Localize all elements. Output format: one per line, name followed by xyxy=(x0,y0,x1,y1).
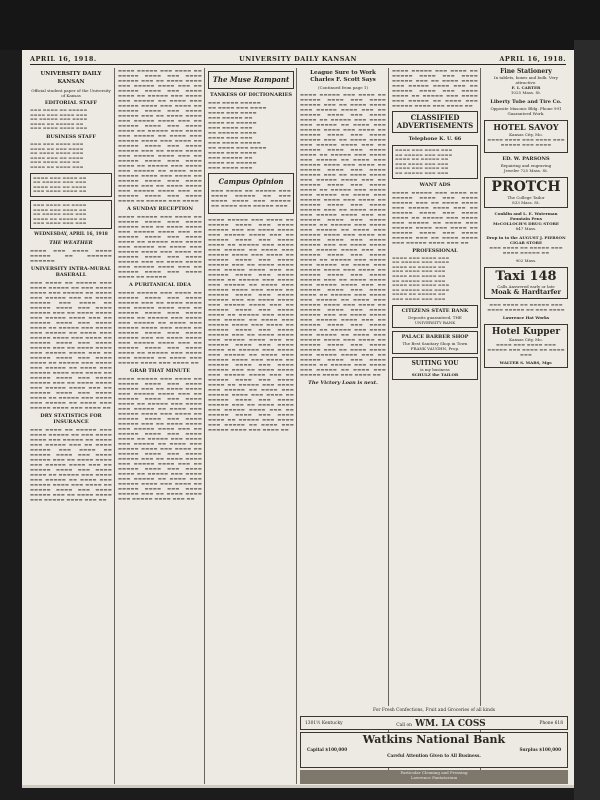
want-ads-heading: WANT ADS xyxy=(419,181,451,188)
la-coss-phone: Phone 618 xyxy=(539,721,563,726)
page-bottom-edge xyxy=(22,785,574,788)
sunday-reception-heading: A SUNDAY RECEPTION xyxy=(127,206,193,212)
league-heading: League Sure to Work Charles F. Scott Says xyxy=(310,70,376,83)
subscription-box: ▬▬▬▬ ▬▬▬ ▬▬▬▬ ▬▬ ▬▬ ▬▬▬▬▬ ▬▬▬ ▬▬▬ ▬▬▬▬ ▬▬▬ ▬▬ ▬▬▬▬ ▬▬▬ ▬▬▬▬ ▬▬▬▬ ▬▬ xyxy=(30,173,112,197)
la-coss-address: 1301½ Kentucky xyxy=(305,721,343,726)
palace-barber-ad xyxy=(392,331,478,354)
parsons-address: Jeweler 725 Mass. St. xyxy=(503,168,549,173)
stationery-ad xyxy=(484,68,568,95)
drug-store-name: McCOLLOCH'S DRUG STORE xyxy=(493,221,559,226)
parsons-ad xyxy=(484,156,568,173)
stationery-tagline: In tablets, boxes and bulk. Very attractive. xyxy=(494,75,558,85)
classified-telephone: Telephone K. U. 66 xyxy=(408,136,462,142)
page-masthead xyxy=(30,53,566,65)
pantatorium-heading: Particular Cleaning and Pressing xyxy=(400,770,468,775)
schulz-tailor-ad xyxy=(392,357,478,380)
column-rule xyxy=(388,68,389,784)
hotel-kupper-ad xyxy=(484,324,568,368)
hotel-kupper-manager: WALTER S. MARS, Mgr. xyxy=(499,360,553,365)
palace-barber-owner: FRANK VAUGHN, Prop. xyxy=(410,345,460,351)
protch-heading: PROTCH xyxy=(491,179,561,195)
hotel-savoy-text: ▬▬▬▬ ▬▬▬▬ ▬▬▬ ▬▬▬▬ ▬▬▬ ▬▬▬▬▬ ▬▬▬ ▬▬▬▬ xyxy=(487,137,565,147)
liberty-tube-heading: Liberty Tube and Tire Co. xyxy=(490,99,562,105)
grab-that-minute-article: ▬▬▬▬ ▬▬▬▬▬ ▬▬▬ ▬▬▬▬ ▬▬ ▬▬▬▬▬ ▬▬▬▬ ▬▬▬ ▬▬▬▬ ▬▬▬▬▬ ▬▬▬ ▬▬ ▬▬▬▬ ▬▬▬▬ ▬▬▬ ▬▬▬▬▬ ▬▬▬▬ ▬▬▬ ▬▬ ▬▬▬▬▬ ▬▬▬▬ ▬▬▬ ▬▬▬▬ ▬▬▬▬ ▬▬ ▬▬▬▬▬ ▬▬▬ ▬▬▬▬ ▬▬▬ ▬▬▬▬▬ ▬▬ ▬▬▬▬ ▬▬▬ ▬▬▬▬▬ ▬▬▬▬ ▬▬▬ ▬▬▬▬ ▬▬ ▬▬▬▬▬ ▬▬▬▬ ▬▬▬ ▬▬▬▬ ▬▬▬▬▬ ▬▬▬ ▬▬ ▬▬▬▬ ▬▬▬▬ ▬▬▬ ▬▬▬▬▬ ▬▬▬▬ ▬▬▬ ▬▬ ▬▬▬▬▬ ▬▬▬▬ ▬▬▬ ▬▬▬▬ ▬▬▬▬ ▬▬ ▬▬▬▬▬ ▬▬▬ ▬▬▬▬ ▬▬▬ ▬▬▬▬▬ ▬▬ ▬▬▬▬ ▬▬▬ ▬▬▬▬▬ ▬▬▬▬ ▬▬▬ ▬▬▬▬ ▬▬ ▬▬▬▬▬ ▬▬▬▬ ▬▬▬ ▬▬▬▬ ▬▬▬▬▬ ▬▬▬ ▬▬ ▬▬▬▬ ▬▬▬▬ ▬▬▬ ▬▬▬▬▬ ▬▬▬▬ ▬▬▬ ▬▬ ▬▬▬▬▬ ▬▬▬▬ ▬▬▬ ▬▬▬▬ ▬▬▬▬ ▬▬ ▬▬▬▬▬ ▬▬▬ ▬▬▬▬ ▬▬▬ ▬▬▬▬▬ ▬▬ ▬▬▬▬ ▬▬▬ ▬▬▬▬▬ ▬▬▬▬ ▬▬▬ ▬▬▬▬ ▬▬ ▬▬▬▬▬ ▬▬▬▬ ▬▬▬ ▬▬▬▬ ▬▬▬▬▬ ▬▬▬ ▬▬ ▬▬▬▬ ▬▬▬▬ ▬▬▬ ▬▬▬▬▬ ▬▬▬▬ ▬▬▬ ▬▬ xyxy=(118,376,202,501)
watkins-bank-ad xyxy=(300,732,568,768)
pantatorium-ad xyxy=(300,770,568,784)
stationery-heading: Fine Stationery xyxy=(500,68,552,75)
classified-rates: ▬▬▬▬ ▬▬▬ ▬▬▬▬ ▬▬▬ ▬▬ ▬▬▬▬▬ ▬▬▬ ▬▬▬▬ ▬▬▬▬ ▬▬ ▬▬▬▬▬ ▬▬ ▬▬▬ ▬▬▬▬ ▬▬▬ ▬▬▬ ▬▬▬▬ ▬▬▬ ▬▬▬▬ ▬▬ ▬▬ ▬▬▬▬▬ ▬▬▬ ▬▬▬ xyxy=(392,145,478,179)
citizens-bank-ad xyxy=(392,305,478,328)
column-rule xyxy=(114,68,115,784)
grab-that-minute-heading: GRAB THAT MINUTE xyxy=(129,368,191,374)
column-rule xyxy=(480,68,481,784)
citizens-bank-name: CITIZENS STATE BANK xyxy=(401,307,469,314)
column-rule xyxy=(296,68,297,784)
nameplate-subtitle: Official student paper of the University of Kansas xyxy=(31,88,111,98)
staff-list: ▬▬▬ ▬▬▬▬ ▬▬ ▬▬▬▬▬ ▬▬▬▬ ▬▬▬ ▬▬▬▬ ▬▬▬ ▬▬ ▬▬▬▬▬ ▬▬▬ ▬▬▬▬ ▬▬▬▬ ▬▬ ▬▬▬▬▬ ▬▬ ▬▬▬ ▬▬▬▬ ▬▬▬▬ ▬▬▬ xyxy=(30,107,88,131)
la-coss-call-on: Call on xyxy=(396,723,412,728)
masthead-date-right: APRIL 16, 1918. xyxy=(499,54,566,63)
weather-text: ▬▬▬▬ ▬▬▬ ▬▬▬▬ ▬▬▬▬ ▬▬▬▬▬ ▬▬ ▬▬▬▬▬▬ ▬▬▬▬▬▬ xyxy=(30,247,112,263)
newspaper-page xyxy=(22,50,574,788)
intramural-article: ▬▬▬ ▬▬▬▬ ▬▬ ▬▬▬▬▬ ▬▬▬ ▬▬▬▬ ▬▬▬▬▬ ▬▬ ▬▬▬ ▬▬▬▬ ▬▬▬▬ ▬▬▬ ▬▬▬▬▬ ▬▬ ▬▬▬▬ ▬▬▬ ▬▬▬▬▬ ▬▬▬ ▬▬ ▬▬▬▬ ▬▬▬▬▬ ▬▬▬ ▬▬▬▬ ▬▬ ▬▬▬▬▬ ▬▬▬▬ ▬▬▬ ▬▬▬▬ ▬▬▬▬▬ ▬▬▬ ▬▬ ▬▬▬▬ ▬▬▬▬ ▬▬▬ ▬▬▬▬▬ ▬▬▬▬ ▬▬▬ ▬▬ ▬▬▬▬▬ ▬▬▬▬ ▬▬▬ ▬▬▬▬ ▬▬▬▬ ▬▬ ▬▬▬▬▬ ▬▬▬ ▬▬▬▬ ▬▬▬ ▬▬▬▬▬ ▬▬ ▬▬▬▬ ▬▬▬ ▬▬▬▬▬ ▬▬▬▬ ▬▬▬ ▬▬▬▬ ▬▬ ▬▬▬▬▬ ▬▬▬▬ ▬▬▬ ▬▬▬▬ ▬▬▬▬▬ ▬▬▬ ▬▬ ▬▬▬▬ ▬▬▬▬ ▬▬▬ ▬▬▬▬▬ ▬▬▬▬ ▬▬▬ ▬▬ ▬▬▬▬▬ ▬▬▬▬ ▬▬▬ ▬▬▬▬ ▬▬▬▬ ▬▬ ▬▬▬▬▬ ▬▬▬ ▬▬▬▬ ▬▬▬ ▬▬▬▬▬ ▬▬ ▬▬▬▬ ▬▬▬ ▬▬▬▬▬ ▬▬▬▬ ▬▬▬ ▬▬▬▬ ▬▬ ▬▬▬▬▬ ▬▬▬▬ ▬▬▬ ▬▬▬▬ ▬▬▬▬▬ ▬▬▬ ▬▬ ▬▬▬▬ ▬▬▬▬ ▬▬▬ ▬▬▬▬▬ ▬▬▬▬ ▬▬▬ ▬▬ ▬▬▬▬▬ ▬▬▬▬ ▬▬▬ ▬▬▬▬ ▬▬▬▬ ▬▬ ▬▬▬▬▬ ▬▬▬ ▬▬▬▬ ▬▬▬ ▬▬▬▬▬ ▬▬ ▬▬▬▬ ▬▬▬ ▬▬▬▬▬ ▬▬▬▬ ▬▬▬ ▬▬▬▬ ▬▬ xyxy=(30,279,112,410)
hotel-kupper-heading: Hotel Kupper xyxy=(491,327,561,337)
scan-top-border xyxy=(0,0,600,50)
weather-heading: THE WEATHER xyxy=(49,239,93,246)
hotel-savoy-ad xyxy=(484,120,568,153)
liberty-tube-ad xyxy=(484,99,568,116)
hotel-kupper-text: ▬▬▬▬ ▬▬▬ ▬▬▬▬ ▬▬▬ ▬▬▬▬▬ ▬▬▬ ▬▬▬▬ ▬▬ ▬▬▬▬ ▬▬▬ xyxy=(487,342,565,357)
muse-rampant-heading: The Muse Rampant xyxy=(212,75,290,84)
fresh-confections-line: For Fresh Confections, Fruit and Groceries of all kinds xyxy=(300,706,568,716)
publication-notice: ▬▬▬ ▬▬▬▬ ▬▬ ▬▬▬▬ ▬▬▬▬ ▬▬▬ ▬▬▬▬ ▬▬ ▬▬ ▬▬▬▬▬ ▬▬▬ ▬▬▬ ▬▬▬▬ ▬▬ ▬▬▬▬▬ ▬▬ ▬▬▬ ▬▬▬▬ ▬▬▬ ▬▬▬ xyxy=(30,200,112,229)
dictionaries-verse: ▬▬▬ ▬▬▬▬ ▬▬▬▬▬ ▬▬ ▬▬▬▬ ▬▬▬ ▬▬▬▬ ▬▬▬▬ ▬▬▬ ▬▬▬▬ ▬▬▬ ▬▬▬▬▬ ▬▬ ▬▬▬▬ ▬▬ ▬▬▬▬▬ ▬▬▬ ▬▬▬▬ ▬▬▬ ▬▬ ▬▬▬▬▬ ▬▬▬▬ ▬▬▬▬ ▬▬▬ ▬▬▬ ▬▬▬ ▬▬▬▬ ▬▬▬▬▬ ▬▬ ▬▬▬▬ ▬▬▬ ▬▬▬▬ ▬▬▬▬ ▬▬▬ ▬▬▬▬ ▬▬▬ ▬▬▬▬▬ ▬▬ ▬▬▬▬ ▬▬ ▬▬▬▬▬ ▬▬▬ ▬▬▬▬ ▬▬▬ xyxy=(208,100,267,170)
lawrence-hat-text: ▬▬▬ ▬▬▬▬ ▬▬ ▬▬▬▬▬ ▬▬▬ ▬▬▬▬ ▬▬▬▬▬ ▬▬ ▬▬▬ ▬▬▬▬ xyxy=(487,302,565,312)
protch-tagline: The College Tailor xyxy=(507,195,545,200)
dry-statistics-heading: DRY STATISTICS FOR INSURANCE xyxy=(40,412,102,425)
pens-ad xyxy=(484,211,568,231)
lawrence-hat-name: Lawrence Hat Works xyxy=(502,315,550,320)
watkins-tagline: Careful Attention Given to All Business. xyxy=(387,753,481,758)
business-staff-list: ▬▬▬ ▬▬▬ ▬▬▬▬ ▬▬▬ ▬▬▬▬ ▬▬ ▬▬▬ ▬▬▬▬ ▬▬ ▬▬▬▬ ▬▬▬▬ ▬▬▬ ▬▬▬▬ ▬▬▬ ▬▬ ▬▬▬▬ ▬▬▬ ▬▬▬▬ ▬▬▬ ▬▬ ▬▬▬▬ ▬▬ ▬▬▬▬ ▬▬▬ xyxy=(30,140,84,169)
intramural-heading: UNIVERSITY INTRA-MURAL BASEBALL xyxy=(30,265,112,278)
pierson-cigar-ad xyxy=(484,235,568,263)
la-coss-name: WM. LA COSS xyxy=(415,719,486,729)
league-article: ▬▬▬▬ ▬▬▬▬▬ ▬▬▬ ▬▬▬▬ ▬▬ ▬▬▬▬▬ ▬▬▬▬ ▬▬▬ ▬▬▬▬ ▬▬▬▬▬ ▬▬▬ ▬▬ ▬▬▬▬ ▬▬▬▬ ▬▬▬ ▬▬▬▬▬ ▬▬▬▬ ▬▬▬ ▬▬ ▬▬▬▬▬ ▬▬▬▬ ▬▬▬ ▬▬▬▬ ▬▬▬▬ ▬▬ ▬▬▬▬▬ ▬▬▬ ▬▬▬▬ ▬▬▬ ▬▬▬▬▬ ▬▬ ▬▬▬▬ ▬▬▬ ▬▬▬▬▬ ▬▬▬▬ ▬▬▬ ▬▬▬▬ ▬▬ ▬▬▬▬▬ ▬▬▬▬ ▬▬▬ ▬▬▬▬ ▬▬▬▬▬ ▬▬▬ ▬▬ ▬▬▬▬ ▬▬▬▬ ▬▬▬ ▬▬▬▬▬ ▬▬▬▬ ▬▬▬ ▬▬ ▬▬▬▬▬ ▬▬▬▬ ▬▬▬ ▬▬▬▬ ▬▬▬▬ ▬▬ ▬▬▬▬▬ ▬▬▬ ▬▬▬▬ ▬▬▬ ▬▬▬▬▬ ▬▬ ▬▬▬▬ ▬▬▬ ▬▬▬▬▬ ▬▬▬▬ ▬▬▬ ▬▬▬▬ ▬▬ ▬▬▬▬▬ ▬▬▬▬ ▬▬▬ ▬▬▬▬ ▬▬▬▬▬ ▬▬▬ ▬▬ ▬▬▬▬ ▬▬▬▬ ▬▬▬ ▬▬▬▬▬ ▬▬▬▬ ▬▬▬ ▬▬ ▬▬▬▬▬ ▬▬▬▬ ▬▬▬ ▬▬▬▬ ▬▬▬▬ ▬▬ ▬▬▬▬▬ ▬▬▬ ▬▬▬▬ ▬▬▬ ▬▬▬▬▬ ▬▬ ▬▬▬▬ ▬▬▬ ▬▬▬▬▬ ▬▬▬▬ ▬▬▬ ▬▬▬▬ ▬▬ ▬▬▬▬▬ ▬▬▬▬ ▬▬▬ ▬▬▬▬ ▬▬▬▬▬ ▬▬▬ ▬▬ ▬▬▬▬ ▬▬▬▬ ▬▬▬ ▬▬▬▬▬ ▬▬▬▬ ▬▬▬ ▬▬ ▬▬▬▬▬ ▬▬▬▬ ▬▬▬ ▬▬▬▬ ▬▬▬▬ ▬▬ ▬▬▬▬▬ ▬▬▬ ▬▬▬▬ ▬▬▬ ▬▬▬▬▬ ▬▬ ▬▬▬▬ ▬▬▬ ▬▬▬▬▬ ▬▬▬▬ ▬▬▬ ▬▬▬▬ ▬▬ ▬▬▬▬▬ ▬▬▬▬ ▬▬▬ ▬▬▬▬ ▬▬▬▬▬ ▬▬▬ ▬▬ ▬▬▬▬ ▬▬▬▬ ▬▬▬ ▬▬▬▬▬ ▬▬▬▬ ▬▬▬ ▬▬ ▬▬▬▬▬ ▬▬▬▬ ▬▬▬ ▬▬▬▬ ▬▬▬▬ ▬▬ ▬▬▬▬▬ ▬▬▬ ▬▬▬▬ ▬▬▬ ▬▬▬▬▬ ▬▬ ▬▬▬▬ ▬▬▬ ▬▬▬▬▬ ▬▬▬▬ ▬▬▬ ▬▬▬▬ ▬▬ ▬▬▬▬▬ ▬▬▬▬ ▬▬▬ ▬▬▬▬ ▬▬▬▬▬ ▬▬▬ ▬▬ ▬▬▬▬ ▬▬▬▬ ▬▬▬ ▬▬▬▬▬ ▬▬▬▬ ▬▬▬ ▬▬ ▬▬▬▬▬ ▬▬▬▬ ▬▬▬ ▬▬▬▬ ▬▬▬▬ ▬▬ ▬▬▬▬▬ ▬▬▬ ▬▬▬▬ ▬▬▬ ▬▬▬▬▬ ▬▬ ▬▬▬▬ ▬▬▬ ▬▬▬▬▬ ▬▬▬▬ ▬▬▬ ▬▬▬▬ ▬▬ ▬▬▬▬▬ ▬▬▬▬ ▬▬▬ ▬▬▬▬ ▬▬▬▬▬ ▬▬▬ ▬▬ ▬▬▬▬ ▬▬▬▬ ▬▬▬ ▬▬▬▬▬ ▬▬▬▬ ▬▬▬ ▬▬ ▬▬▬▬▬ ▬▬▬▬ ▬▬▬ ▬▬▬▬ ▬▬▬▬ ▬▬ ▬▬▬▬▬ ▬▬▬ ▬▬▬▬ ▬▬▬ ▬▬▬▬▬ ▬▬ ▬▬▬▬ ▬▬▬ ▬▬▬▬▬ ▬▬▬▬ ▬▬▬ ▬▬▬▬ ▬▬ ▬▬▬▬▬ ▬▬▬▬ ▬▬▬ ▬▬▬▬ ▬▬▬▬▬ ▬▬▬ ▬▬ ▬▬▬▬ ▬▬▬▬ ▬▬▬ ▬▬▬▬▬ ▬▬▬▬ ▬▬▬ ▬▬ ▬▬▬▬▬ ▬▬▬▬ ▬▬▬ ▬▬▬▬ ▬▬▬▬ ▬▬ ▬▬▬▬▬ ▬▬▬ ▬▬▬▬ ▬▬▬ ▬▬▬▬▬ ▬▬ ▬▬▬▬ ▬▬▬ ▬▬▬▬▬ ▬▬▬▬ ▬▬▬ ▬▬▬▬ ▬▬ xyxy=(300,92,386,378)
classified-heading: CLASSIFIED ADVERTISEMENTS xyxy=(392,111,478,133)
parsons-name: ED. W. PARSONS xyxy=(502,156,550,162)
column-editorials-2 xyxy=(118,68,202,784)
editorial-article: ▬▬▬▬ ▬▬▬▬▬ ▬▬▬ ▬▬▬▬ ▬▬ ▬▬▬▬▬ ▬▬▬▬ ▬▬▬ ▬▬▬▬ ▬▬▬▬▬ ▬▬▬ ▬▬ ▬▬▬▬ ▬▬▬▬ ▬▬▬ ▬▬▬▬▬ ▬▬▬▬ ▬▬▬ ▬▬ ▬▬▬▬▬ ▬▬▬▬ ▬▬▬ ▬▬▬▬ ▬▬▬▬ ▬▬ ▬▬▬▬▬ ▬▬▬ ▬▬▬▬ ▬▬▬ ▬▬▬▬▬ ▬▬ ▬▬▬▬ ▬▬▬ ▬▬▬▬▬ ▬▬▬▬ ▬▬▬ ▬▬▬▬ ▬▬ ▬▬▬▬▬ ▬▬▬▬ ▬▬▬ ▬▬▬▬ ▬▬▬▬▬ ▬▬▬ ▬▬ ▬▬▬▬ ▬▬▬▬ ▬▬▬ ▬▬▬▬▬ ▬▬▬▬ ▬▬▬ ▬▬ ▬▬▬▬▬ ▬▬▬▬ ▬▬▬ ▬▬▬▬ ▬▬▬▬ ▬▬ ▬▬▬▬▬ ▬▬▬ ▬▬▬▬ ▬▬▬ ▬▬▬▬▬ ▬▬ ▬▬▬▬ ▬▬▬ ▬▬▬▬▬ ▬▬▬▬ ▬▬▬ ▬▬▬▬ ▬▬ ▬▬▬▬▬ ▬▬▬▬ ▬▬▬ ▬▬▬▬ ▬▬▬▬▬ ▬▬▬ ▬▬ ▬▬▬▬ ▬▬▬▬ ▬▬▬ ▬▬▬▬▬ ▬▬▬▬ ▬▬▬ ▬▬ ▬▬▬▬▬ ▬▬▬▬ ▬▬▬ ▬▬▬▬ ▬▬▬▬ ▬▬ ▬▬▬▬▬ ▬▬▬ ▬▬▬▬ ▬▬▬ ▬▬▬▬▬ ▬▬ ▬▬▬▬ ▬▬▬ ▬▬▬▬▬ ▬▬▬▬ ▬▬▬ ▬▬▬▬ ▬▬ ▬▬▬▬▬ ▬▬▬▬ ▬▬▬ ▬▬▬▬ ▬▬▬▬▬ ▬▬▬ ▬▬ ▬▬▬▬ ▬▬▬▬ ▬▬▬ ▬▬▬▬▬ ▬▬▬▬ ▬▬▬ ▬▬ ▬▬▬▬▬ ▬▬▬▬ ▬▬▬ ▬▬▬▬ ▬▬▬▬ ▬▬ ▬▬▬▬▬ ▬▬▬ ▬▬▬▬ xyxy=(118,68,202,203)
hotel-savoy-location: Kansas City, Mo. xyxy=(509,132,543,137)
campus-opinion-note: ▬▬▬ ▬▬▬▬ ▬▬ ▬▬▬▬▬ ▬▬▬ ▬▬▬▬ ▬▬▬▬▬ ▬▬ ▬▬▬ ▬▬▬▬ ▬▬▬▬ ▬▬▬ ▬▬▬▬▬ ▬▬ ▬▬▬▬ ▬▬▬ ▬▬▬▬▬ ▬▬▬ xyxy=(211,188,291,208)
campus-opinion-letters: ▬▬▬▬ ▬▬▬▬▬ ▬▬▬ ▬▬▬▬ ▬▬ ▬▬▬▬▬ ▬▬▬▬ ▬▬▬ ▬▬▬▬ ▬▬▬▬▬ ▬▬▬ ▬▬ ▬▬▬▬ ▬▬▬▬ ▬▬▬ ▬▬▬▬▬ ▬▬▬▬ ▬▬▬ ▬▬ ▬▬▬▬▬ ▬▬▬▬ ▬▬▬ ▬▬▬▬ ▬▬▬▬ ▬▬ ▬▬▬▬▬ ▬▬▬ ▬▬▬▬ ▬▬▬ ▬▬▬▬▬ ▬▬ ▬▬▬▬ ▬▬▬ ▬▬▬▬▬ ▬▬▬▬ ▬▬▬ ▬▬▬▬ ▬▬ ▬▬▬▬▬ ▬▬▬▬ ▬▬▬ ▬▬▬▬ ▬▬▬▬▬ ▬▬▬ ▬▬ ▬▬▬▬ ▬▬▬▬ ▬▬▬ ▬▬▬▬▬ ▬▬▬▬ ▬▬▬ ▬▬ ▬▬▬▬▬ ▬▬▬▬ ▬▬▬ ▬▬▬▬ ▬▬▬▬ ▬▬ ▬▬▬▬▬ ▬▬▬ ▬▬▬▬ ▬▬▬ ▬▬▬▬▬ ▬▬ ▬▬▬▬ ▬▬▬ ▬▬▬▬▬ ▬▬▬▬ ▬▬▬ ▬▬▬▬ ▬▬ ▬▬▬▬▬ ▬▬▬▬ ▬▬▬ ▬▬▬▬ ▬▬▬▬▬ ▬▬▬ ▬▬ ▬▬▬▬ ▬▬▬▬ ▬▬▬ ▬▬▬▬▬ ▬▬▬▬ ▬▬▬ ▬▬ ▬▬▬▬▬ ▬▬▬▬ ▬▬▬ ▬▬▬▬ ▬▬▬▬ ▬▬ ▬▬▬▬▬ ▬▬▬ ▬▬▬▬ ▬▬▬ ▬▬▬▬▬ ▬▬ ▬▬▬▬ ▬▬▬ ▬▬▬▬▬ ▬▬▬▬ ▬▬▬ ▬▬▬▬ ▬▬ ▬▬▬▬▬ ▬▬▬▬ ▬▬▬ ▬▬▬▬ ▬▬▬▬▬ ▬▬▬ ▬▬ ▬▬▬▬ ▬▬▬▬ ▬▬▬ ▬▬▬▬▬ ▬▬▬▬ ▬▬▬ ▬▬ ▬▬▬▬▬ ▬▬▬▬ ▬▬▬ ▬▬▬▬ ▬▬▬▬ ▬▬ ▬▬▬▬▬ ▬▬▬ ▬▬▬▬ ▬▬▬ ▬▬▬▬▬ ▬▬ ▬▬▬▬ ▬▬▬ ▬▬▬▬▬ ▬▬▬▬ ▬▬▬ ▬▬▬▬ ▬▬ ▬▬▬▬▬ ▬▬▬▬ ▬▬▬ ▬▬▬▬ ▬▬▬▬▬ ▬▬▬ ▬▬ ▬▬▬▬ ▬▬▬▬ ▬▬▬ ▬▬▬▬▬ ▬▬▬▬ ▬▬▬ ▬▬ ▬▬▬▬▬ ▬▬▬▬ ▬▬▬ ▬▬▬▬ ▬▬▬▬ ▬▬ ▬▬▬▬▬ ▬▬▬ ▬▬▬▬ ▬▬▬ ▬▬▬▬▬ ▬▬ ▬▬▬▬ ▬▬▬ ▬▬▬▬▬ ▬▬▬▬ ▬▬▬ ▬▬▬▬ ▬▬ ▬▬▬▬▬ ▬▬▬▬ ▬▬▬ ▬▬▬▬ ▬▬▬▬▬ ▬▬▬ ▬▬ ▬▬▬▬ ▬▬▬▬ ▬▬▬ ▬▬▬▬▬ ▬▬▬▬ ▬▬▬ ▬▬ ▬▬▬▬▬ ▬▬▬▬ ▬▬▬ ▬▬▬▬ ▬▬▬▬ ▬▬ ▬▬▬▬▬ ▬▬▬ ▬▬▬▬ ▬▬▬ ▬▬▬▬▬ ▬▬ ▬▬▬▬ ▬▬▬ ▬▬▬▬▬ ▬▬▬▬ ▬▬▬ ▬▬▬▬ ▬▬ xyxy=(208,217,294,432)
liberty-tube-address: Opposite Masonic Bldg. Phone 991 xyxy=(490,106,562,111)
liberty-tube-tagline: Guaranteed Work. xyxy=(507,111,545,116)
muse-rampant-box xyxy=(208,71,294,89)
dictionaries-heading: TANKESS OF DICTIONARIES xyxy=(210,92,292,98)
lawrence-hat-ad xyxy=(484,302,568,320)
taxi-tagline: Calls Answered early or late xyxy=(497,284,555,289)
dry-statistics-article: ▬▬▬ ▬▬▬▬ ▬▬ ▬▬▬▬▬ ▬▬▬ ▬▬▬▬ ▬▬▬▬▬ ▬▬ ▬▬▬ ▬▬▬▬ ▬▬▬▬ ▬▬▬ ▬▬▬▬▬ ▬▬ ▬▬▬▬ ▬▬▬ ▬▬▬▬▬ ▬▬▬ ▬▬ ▬▬▬▬ ▬▬▬▬▬ ▬▬▬ ▬▬▬▬ ▬▬ ▬▬▬▬▬ ▬▬▬▬ ▬▬▬ ▬▬▬▬ ▬▬▬▬▬ ▬▬▬ ▬▬ ▬▬▬▬ ▬▬▬▬ ▬▬▬ ▬▬▬▬▬ ▬▬▬▬ ▬▬▬ ▬▬ ▬▬▬▬▬ ▬▬▬▬ ▬▬▬ ▬▬▬▬ ▬▬▬▬ ▬▬ ▬▬▬▬▬ ▬▬▬ ▬▬▬▬ ▬▬▬ ▬▬▬▬▬ ▬▬ ▬▬▬▬ ▬▬▬ ▬▬▬▬▬ ▬▬▬▬ ▬▬▬ ▬▬▬▬ ▬▬ ▬▬▬▬▬ ▬▬▬▬ ▬▬▬ ▬▬▬▬ ▬▬▬▬▬ ▬▬▬ ▬▬ ▬▬▬▬ ▬▬▬▬ ▬▬▬ ▬▬▬▬▬ ▬▬▬▬ ▬▬▬ ▬▬ xyxy=(30,426,112,502)
parsons-tagline: Repairing and engraving xyxy=(500,163,552,168)
pantatorium-name: Lawrence Pantatorium xyxy=(410,775,458,780)
column-ads xyxy=(484,68,568,784)
protch-address: 833 Mass. St. xyxy=(512,200,540,205)
column-editorial xyxy=(30,68,112,784)
professional-heading: PROFESSIONAL xyxy=(412,247,458,254)
masthead-date-left: APRIL 16, 1918. xyxy=(30,54,97,63)
column-league-article xyxy=(300,68,386,784)
hotel-kupper-location: Kansas City, Mo. xyxy=(509,337,543,342)
carter-address: 1025 Mass. St. xyxy=(510,90,542,95)
sunday-reception-article: ▬▬▬▬ ▬▬▬▬▬ ▬▬▬ ▬▬▬▬ ▬▬ ▬▬▬▬▬ ▬▬▬▬ ▬▬▬ ▬▬▬▬ ▬▬▬▬▬ ▬▬▬ ▬▬ ▬▬▬▬ ▬▬▬▬ ▬▬▬ ▬▬▬▬▬ ▬▬▬▬ ▬▬▬ ▬▬ ▬▬▬▬▬ ▬▬▬▬ ▬▬▬ ▬▬▬▬ ▬▬▬▬ ▬▬ ▬▬▬▬▬ ▬▬▬ ▬▬▬▬ ▬▬▬ ▬▬▬▬▬ ▬▬ ▬▬▬▬ ▬▬▬ ▬▬▬▬▬ ▬▬▬▬ ▬▬▬ ▬▬▬▬ ▬▬ ▬▬▬▬▬ ▬▬▬▬ ▬▬▬ ▬▬▬▬ ▬▬▬▬▬ ▬▬▬ ▬▬ ▬▬▬▬ ▬▬▬▬ ▬▬▬ ▬▬▬▬▬ ▬▬▬▬ ▬▬▬ ▬▬ ▬▬▬▬▬ ▬▬▬▬ ▬▬▬ ▬▬▬▬ ▬▬▬▬ ▬▬ ▬▬▬▬▬ xyxy=(118,214,202,279)
schulz-tailor-name: SCHULZ the TAILOR xyxy=(411,371,459,377)
pens-heading: Conklin and L. E. Waterman Fountain Pens xyxy=(494,211,558,221)
nameplate: UNIVERSITY DAILY KANSAN xyxy=(40,71,102,85)
citizens-bank-tagline: Deposits guaranteed, THE UNIVERSITY BANK xyxy=(408,314,462,325)
campus-opinion-heading: Campus Opinion xyxy=(218,177,284,186)
taxi-ad xyxy=(484,267,568,299)
league-continued-note: (Continued from page 1) xyxy=(318,85,368,91)
league-continuation: ▬▬▬▬ ▬▬▬▬▬ ▬▬▬ ▬▬▬▬ ▬▬ ▬▬▬▬▬ ▬▬▬▬ ▬▬▬ ▬▬▬▬ ▬▬▬▬▬ ▬▬▬ ▬▬ ▬▬▬▬ ▬▬▬▬ ▬▬▬ ▬▬▬▬▬ ▬▬▬▬ ▬▬▬ ▬▬ ▬▬▬▬▬ ▬▬▬▬ ▬▬▬ ▬▬▬▬ ▬▬▬▬ ▬▬ ▬▬▬▬▬ ▬▬▬ ▬▬▬▬ ▬▬▬ ▬▬▬▬▬ ▬▬ ▬▬▬▬ ▬▬▬ ▬▬▬▬▬ ▬▬▬▬ ▬▬▬ ▬▬▬▬ ▬▬ xyxy=(392,68,478,108)
editorial-staff-heading: EDITORIAL STAFF xyxy=(44,100,98,106)
pierson-cigar-heading: Drop in to the AUGUST J. PIERSON CIGAR STORE xyxy=(486,235,566,245)
carter-name: F. I. CARTER xyxy=(511,85,541,90)
drug-store-address: 847 Mass. xyxy=(515,226,537,231)
palace-barber-tagline: The Best Sanitary Shop in Town xyxy=(402,340,468,346)
protch-ad xyxy=(484,177,568,208)
taxi-company: Moak & Hardtarfer xyxy=(491,288,561,296)
masthead-title: UNIVERSITY DAILY KANSAN xyxy=(239,54,357,63)
business-staff-heading: BUSINESS STAFF xyxy=(46,133,96,140)
la-coss-ad xyxy=(300,716,568,730)
pierson-cigar-text: ▬▬▬ ▬▬▬▬ ▬▬ ▬▬▬▬▬ ▬▬▬ ▬▬▬▬ ▬▬▬▬▬ ▬▬ xyxy=(489,245,563,255)
pierson-cigar-address: 902 Mass. xyxy=(515,258,537,263)
column-classified xyxy=(392,68,478,784)
column-rule xyxy=(204,68,205,784)
palace-barber-name: PALACE BARBER SHOP xyxy=(401,333,469,340)
want-ads-list: ▬▬▬▬ ▬▬▬▬▬ ▬▬▬ ▬▬▬▬ ▬▬ ▬▬▬▬▬ ▬▬▬▬ ▬▬▬ ▬▬▬▬ ▬▬▬▬▬ ▬▬▬ ▬▬ ▬▬▬▬ ▬▬▬▬ ▬▬▬ ▬▬▬▬▬ ▬▬▬▬ ▬▬▬ ▬▬ ▬▬▬▬▬ ▬▬▬▬ ▬▬▬ ▬▬▬▬ ▬▬▬▬ ▬▬ ▬▬▬▬▬ ▬▬▬ ▬▬▬▬ ▬▬▬ ▬▬▬▬▬ ▬▬ ▬▬▬▬ ▬▬▬ ▬▬▬▬▬ ▬▬▬▬ ▬▬▬ ▬▬▬▬ ▬▬ ▬▬▬▬▬ ▬▬▬▬ ▬▬▬ ▬▬▬▬ ▬▬▬▬▬ ▬▬▬ ▬▬ ▬▬▬▬ ▬▬▬▬ ▬▬▬ ▬▬▬▬▬ ▬▬▬▬ ▬▬▬ ▬▬ xyxy=(392,189,478,245)
puritanical-idea-heading: A PURITANICAL IDEA xyxy=(129,282,191,288)
hotel-savoy-heading: HOTEL SAVOY xyxy=(493,122,559,132)
watkins-capital: Capital $100,000 xyxy=(307,747,348,752)
suiting-heading: SUITING YOU xyxy=(411,359,459,367)
issue-date-line: WEDNESDAY, APRIL 16, 1918 xyxy=(34,231,108,237)
column-muse-rampant xyxy=(208,68,294,784)
puritanical-idea-article: ▬▬▬▬ ▬▬▬▬▬ ▬▬▬ ▬▬▬▬ ▬▬ ▬▬▬▬▬ ▬▬▬▬ ▬▬▬ ▬▬▬▬ ▬▬▬▬▬ ▬▬▬ ▬▬ ▬▬▬▬ ▬▬▬▬ ▬▬▬ ▬▬▬▬▬ ▬▬▬▬ ▬▬▬ ▬▬ ▬▬▬▬▬ ▬▬▬▬ ▬▬▬ ▬▬▬▬ ▬▬▬▬ ▬▬ ▬▬▬▬▬ ▬▬▬ ▬▬▬▬ ▬▬▬ ▬▬▬▬▬ ▬▬ ▬▬▬▬ ▬▬▬ ▬▬▬▬▬ ▬▬▬▬ ▬▬▬ ▬▬▬▬ ▬▬ ▬▬▬▬▬ ▬▬▬▬ ▬▬▬ ▬▬▬▬ ▬▬▬▬▬ ▬▬▬ ▬▬ ▬▬▬▬ ▬▬▬▬ ▬▬▬ ▬▬▬▬▬ ▬▬▬▬ ▬▬▬ ▬▬ ▬▬▬▬▬ ▬▬▬▬ ▬▬▬ ▬▬▬▬ ▬▬▬▬ ▬▬ ▬▬▬▬▬ ▬▬▬ ▬▬▬▬ ▬▬▬ ▬▬▬▬▬ ▬▬ ▬▬▬▬ ▬▬▬ ▬▬▬▬▬ ▬▬▬▬ ▬▬▬ ▬▬▬▬ ▬▬ xyxy=(118,290,202,365)
professional-listings: ▬▬▬▬ ▬▬▬ ▬▬▬▬ ▬▬▬ ▬▬ ▬▬▬▬▬ ▬▬▬ ▬▬▬▬ ▬▬▬▬ ▬▬ ▬▬▬▬▬ ▬▬ ▬▬▬ ▬▬▬▬ ▬▬▬ ▬▬▬ ▬▬▬▬ ▬▬▬ ▬▬▬▬ ▬▬ ▬▬ ▬▬▬▬▬ ▬▬▬ ▬▬▬ ▬▬▬▬ ▬▬▬ ▬▬▬▬ ▬▬▬ ▬▬ ▬▬▬▬▬ ▬▬▬ ▬▬▬▬ ▬▬▬▬ ▬▬ ▬▬▬▬▬ ▬▬ ▬▬▬ ▬▬▬▬ ▬▬▬ ▬▬▬ xyxy=(392,254,450,301)
campus-opinion-box xyxy=(208,173,294,214)
watkins-bank-name: Watkins National Bank xyxy=(362,733,506,746)
suiting-tagline: is my business xyxy=(420,366,450,372)
taxi-heading: Taxi 148 xyxy=(495,269,557,284)
scan-binding-edge xyxy=(574,40,600,800)
watkins-surplus: Surplus $100,000 xyxy=(519,747,561,752)
victory-loan-line: The Victory Loan is next. xyxy=(308,380,378,387)
